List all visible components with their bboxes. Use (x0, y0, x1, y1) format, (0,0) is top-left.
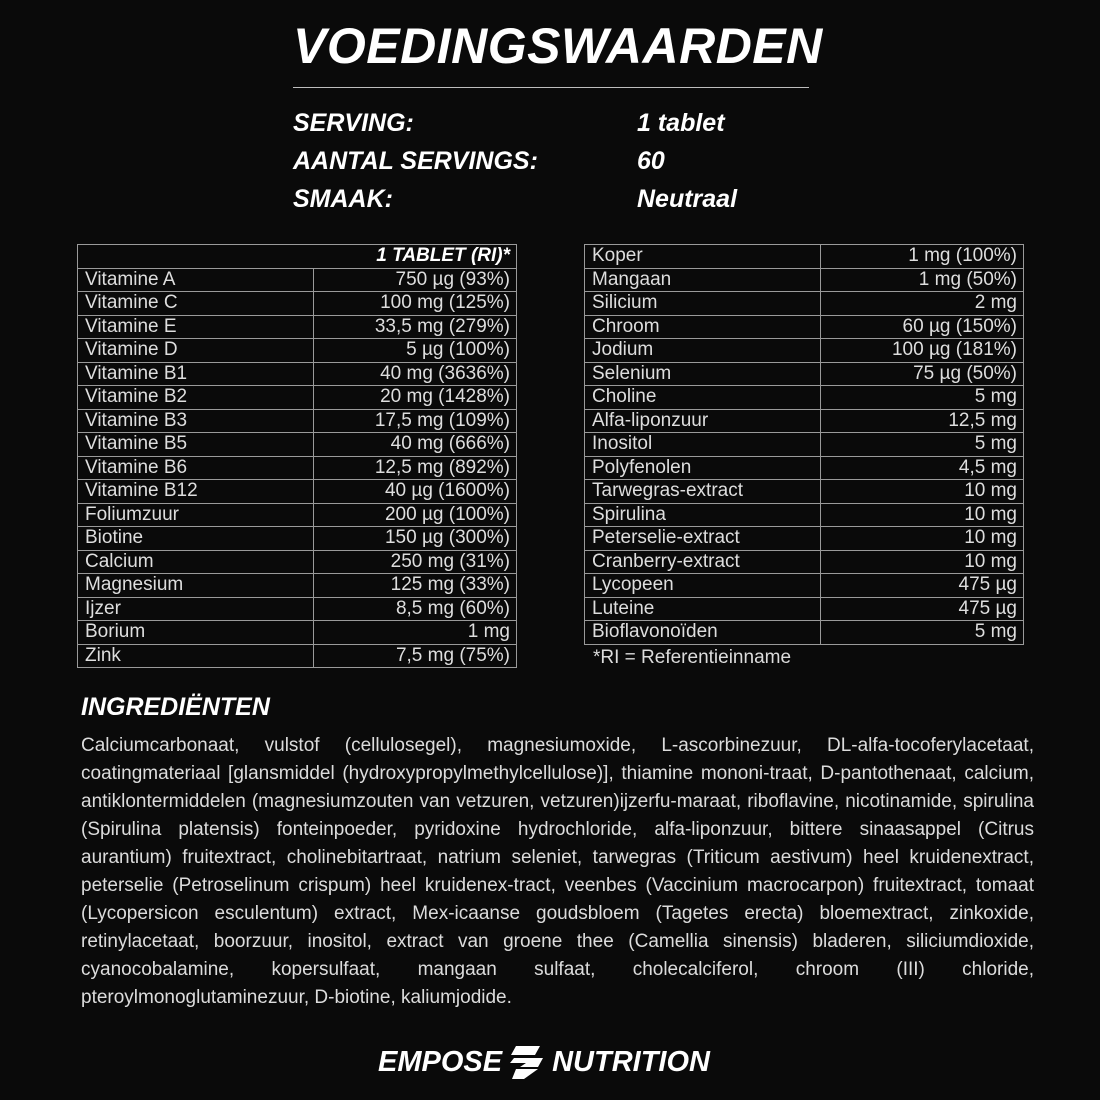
nutrient-name: Alfa-liponzuur (585, 409, 821, 433)
table-row (78, 386, 517, 410)
info-label: SERVING: (293, 108, 414, 137)
nutrient-value: 475 µg (821, 574, 1024, 598)
nutrient-value: 125 mg (33%) (314, 574, 517, 598)
table-row (585, 245, 1024, 269)
nutrient-value: 40 µg (1600%) (314, 480, 517, 504)
info-value: 1 tablet (637, 108, 725, 137)
nutrient-name: Mangaan (585, 268, 821, 292)
nutrient-name: Chroom (585, 315, 821, 339)
table-row (585, 550, 1024, 574)
nutrient-value: 2 mg (821, 292, 1024, 316)
table-row (78, 268, 517, 292)
nutrient-name: Choline (585, 386, 821, 410)
nutrient-value: 5 µg (100%) (314, 339, 517, 363)
nutrient-value: 5 mg (821, 621, 1024, 645)
nutrient-value: 5 mg (821, 433, 1024, 457)
nutrient-name: Vitamine C (78, 292, 314, 316)
nutrient-name: Vitamine B5 (78, 433, 314, 457)
table-row (585, 268, 1024, 292)
table-row (585, 503, 1024, 527)
brand-name-left: EMPOSE (378, 1045, 503, 1078)
nutrient-value: 100 µg (181%) (821, 339, 1024, 363)
table-header: 1 TABLET (RI)* (314, 245, 517, 269)
nutrient-name: Magnesium (78, 574, 314, 598)
nutrient-value: 33,5 mg (279%) (314, 315, 517, 339)
table-row (585, 386, 1024, 410)
table-row (78, 362, 517, 386)
table-row (585, 339, 1024, 363)
nutrient-value: 17,5 mg (109%) (314, 409, 517, 433)
table-row (585, 480, 1024, 504)
info-label: SMAAK: (293, 184, 393, 213)
table-row (78, 409, 517, 433)
nutrition-table-left (77, 244, 517, 668)
nutrient-name: Lycopeen (585, 574, 821, 598)
nutrient-value: 250 mg (31%) (314, 550, 517, 574)
nutrient-value: 5 mg (821, 386, 1024, 410)
brand-name-right: NUTRITION (552, 1045, 710, 1078)
nutrient-name: Peterselie-extract (585, 527, 821, 551)
table-row (585, 621, 1024, 645)
nutrient-name: Vitamine B3 (78, 409, 314, 433)
nutrient-name: Foliumzuur (78, 503, 314, 527)
info-value: Neutraal (637, 184, 738, 213)
nutrient-value: 150 µg (300%) (314, 527, 517, 551)
info-row-flavor (293, 180, 833, 218)
nutrient-name: Bioflavonoïden (585, 621, 821, 645)
table-row (585, 574, 1024, 598)
nutrient-name: Zink (78, 644, 314, 668)
title-divider (293, 87, 809, 88)
nutrient-value: 12,5 mg (821, 409, 1024, 433)
nutrient-value: 1 mg (100%) (821, 245, 1024, 269)
nutrient-value: 750 µg (93%) (314, 268, 517, 292)
nutrient-name: Vitamine B12 (78, 480, 314, 504)
nutrient-value: 100 mg (125%) (314, 292, 517, 316)
nutrient-value: 4,5 mg (821, 456, 1024, 480)
table-row (585, 456, 1024, 480)
info-row-serving (293, 104, 833, 142)
ingredients-text: Calciumcarbonaat, vulstof (cellulosegel), magnesiumoxide, L-ascorbinezuur, DL-alfa-tocoferylacetaat, coatingmateriaal [glansmiddel (hydroxypropylmethylcellulose)], thiamine mononi-traat, D-pantothenaat, calcium, antiklontermiddelen (magnesiumzouten van vetzuren, vetzuren)ijzerfu-maraat, riboflavine, nicotinamide, spirulina (Spirulina platensis) fonteinpoeder, pyridoxine hydrochloride, alfa-liponzuur, bittere sinaasappel (Citrus aurantium) fruitextract, cholinebitartraat, natrium seleniet, tarwegras (Triticum aestivum) heel kruidenextract, peterselie (Petroselinum crispum) heel kruidenex-tract, veenbes (Vaccinium macrocarpon) fruitextract, tomaat (Lycopersicon esculentum) extract, Mex-icaanse goudsbloem (Tagetes erecta) bloemextract, zinkoxide, retinylacetaat, boorzuur, inositol, extract van groene thee (Camellia sinensis) bladeren, siliciumdioxide, cyanocobalamine, kopersulfaat, mangaan sulfaat, cholecalciferol, chroom (III) chloride, pteroylmonoglutaminezuur, D-biotine, kaliumjodide. (81, 735, 1034, 1008)
nutrient-name: Calcium (78, 550, 314, 574)
nutrient-name: Cranberry-extract (585, 550, 821, 574)
nutrient-name: Koper (585, 245, 821, 269)
nutrient-name: Selenium (585, 362, 821, 386)
table-row (78, 315, 517, 339)
table-row (78, 621, 517, 645)
nutrient-value: 10 mg (821, 527, 1024, 551)
table-row (585, 315, 1024, 339)
nutrient-name: Spirulina (585, 503, 821, 527)
nutrient-value: 200 µg (100%) (314, 503, 517, 527)
nutrient-name: Vitamine E (78, 315, 314, 339)
table-row (78, 550, 517, 574)
nutrient-value: 475 µg (821, 597, 1024, 621)
nutrient-name: Biotine (78, 527, 314, 551)
nutrient-value: 10 mg (821, 480, 1024, 504)
nutrient-value: 60 µg (150%) (821, 315, 1024, 339)
table-row (585, 409, 1024, 433)
ingredients-title: INGREDIËNTEN (81, 693, 270, 721)
table-row (585, 433, 1024, 457)
footnote: *RI = Referentieinname (593, 647, 792, 668)
table-row (78, 597, 517, 621)
nutrient-value: 10 mg (821, 550, 1024, 574)
nutrient-name: Vitamine B2 (78, 386, 314, 410)
nutrient-value: 20 mg (1428%) (314, 386, 517, 410)
brand-logo-icon (510, 1044, 544, 1080)
table-row (78, 503, 517, 527)
nutrient-value: 7,5 mg (75%) (314, 644, 517, 668)
nutrient-name: Vitamine A (78, 268, 314, 292)
nutrient-value: 12,5 mg (892%) (314, 456, 517, 480)
table-row (585, 527, 1024, 551)
nutrient-name: Silicium (585, 292, 821, 316)
table-row (585, 292, 1024, 316)
nutrition-table-right (584, 244, 1024, 645)
nutrient-name: Ijzer (78, 597, 314, 621)
nutrient-name: Vitamine D (78, 339, 314, 363)
nutrient-name: Borium (78, 621, 314, 645)
table-row (78, 644, 517, 668)
nutrient-value: 1 mg (50%) (821, 268, 1024, 292)
table-header-row (78, 245, 517, 269)
table-row (78, 480, 517, 504)
info-row-servings-count (293, 142, 833, 180)
nutrient-value: 1 mg (314, 621, 517, 645)
nutrient-value: 40 mg (3636%) (314, 362, 517, 386)
table-row (78, 456, 517, 480)
nutrient-value: 10 mg (821, 503, 1024, 527)
table-row (585, 597, 1024, 621)
table-row (78, 433, 517, 457)
info-value: 60 (637, 146, 665, 175)
nutrient-name: Polyfenolen (585, 456, 821, 480)
nutrient-value: 40 mg (666%) (314, 433, 517, 457)
nutrient-name: Inositol (585, 433, 821, 457)
table-row (78, 574, 517, 598)
table-row (585, 362, 1024, 386)
page-title: VOEDINGSWAARDEN (293, 18, 823, 74)
brand-logo (378, 1042, 728, 1082)
serving-info (293, 104, 833, 218)
table-row (78, 292, 517, 316)
table-row (78, 527, 517, 551)
nutrient-value: 75 µg (50%) (821, 362, 1024, 386)
nutrient-name: Jodium (585, 339, 821, 363)
nutrient-value: 8,5 mg (60%) (314, 597, 517, 621)
nutrient-name: Vitamine B1 (78, 362, 314, 386)
nutrient-name: Luteine (585, 597, 821, 621)
table-header-blank (78, 245, 314, 269)
nutrient-name: Tarwegras-extract (585, 480, 821, 504)
info-label: AANTAL SERVINGS: (293, 146, 538, 175)
table-row (78, 339, 517, 363)
nutrient-name: Vitamine B6 (78, 456, 314, 480)
